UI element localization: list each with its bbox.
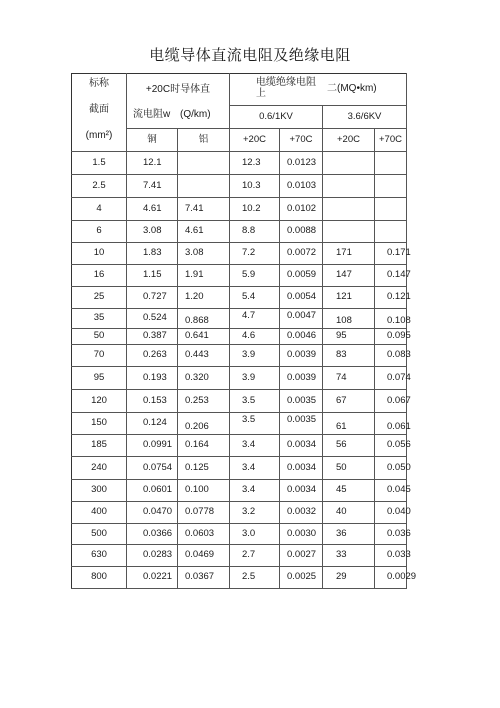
cell-sec: 150: [72, 413, 127, 435]
cell-sec: 300: [72, 480, 127, 502]
header-insulation-resistance: [230, 74, 407, 106]
cell-al: 0.0603: [178, 524, 230, 545]
cell-a70: 0.0039: [280, 367, 323, 390]
cell-cu: 7.41: [127, 175, 178, 198]
cell-cu: 0.124: [127, 413, 178, 435]
header-temp-70-b: +70C: [375, 129, 407, 152]
cell-b70: 0.0029: [375, 567, 407, 589]
cell-al: 0.320: [178, 367, 230, 390]
cell-b70: 0.056: [375, 435, 407, 457]
cell-a70: 0.0039: [280, 345, 323, 367]
header-cond-line2b: (Q/km): [180, 109, 211, 120]
table-row: [72, 345, 407, 367]
cell-a70: 0.0046: [280, 329, 323, 345]
cell-cu: 0.0991: [127, 435, 178, 457]
cell-cu: 0.524: [127, 309, 178, 329]
cell-a20: 7.2: [230, 243, 280, 265]
cell-sec: 4: [72, 198, 127, 221]
cell-al: [178, 152, 230, 175]
cell-a20: 2.5: [230, 567, 280, 589]
cell-b70: 0.121: [375, 287, 407, 309]
header-conductor-resistance: [127, 74, 230, 129]
cell-b70: 0.045: [375, 480, 407, 502]
cell-a20: 8.8: [230, 221, 280, 243]
cell-b70: 0.040: [375, 502, 407, 524]
cell-a20: 3.9: [230, 367, 280, 390]
cell-sec: 25: [72, 287, 127, 309]
cell-cu: 0.0601: [127, 480, 178, 502]
cell-b70: 0.033: [375, 545, 407, 567]
cell-cu: 1.83: [127, 243, 178, 265]
cell-cu: 0.0754: [127, 457, 178, 480]
cell-a70: 0.0072: [280, 243, 323, 265]
table-row: [72, 309, 407, 329]
cell-a70: 0.0027: [280, 545, 323, 567]
cell-b70: 0.095: [375, 329, 407, 345]
table-row: [72, 265, 407, 287]
header-voltage-2: 3.6/6KV: [323, 106, 407, 129]
header-std-line1: 标称: [89, 78, 109, 89]
header-cond-line2a: 流电阻w: [133, 109, 171, 120]
cell-sec: 120: [72, 390, 127, 413]
cell-cu: 0.0283: [127, 545, 178, 567]
cell-a70: 0.0034: [280, 457, 323, 480]
header-ins-line1: [256, 78, 316, 99]
cell-sec: 50: [72, 329, 127, 345]
cell-al: 3.08: [178, 243, 230, 265]
table-row: [72, 175, 407, 198]
cell-a20: 10.2: [230, 198, 280, 221]
table-row: [72, 480, 407, 502]
cell-sec: 500: [72, 524, 127, 545]
header-voltage-1: 0.6/1KV: [230, 106, 323, 129]
cell-al: 0.206: [178, 413, 230, 435]
cell-cu: 0.0470: [127, 502, 178, 524]
cell-b70: 0.171: [375, 243, 407, 265]
cell-b20: 33: [323, 545, 375, 567]
cell-al: 0.443: [178, 345, 230, 367]
cell-cu: 12.1: [127, 152, 178, 175]
header-copper: 铜: [127, 129, 178, 152]
table-row: [72, 390, 407, 413]
table-row: [72, 413, 407, 435]
header-ins-line1-text: 电缆绝缘电阻 上: [256, 77, 316, 99]
cell-al: 0.868: [178, 309, 230, 329]
cell-a20: 3.4: [230, 435, 280, 457]
table-row: [72, 367, 407, 390]
cell-b20: [323, 175, 375, 198]
cell-a20: 4.6: [230, 329, 280, 345]
cell-sec: 800: [72, 567, 127, 589]
cell-b20: 29: [323, 567, 375, 589]
cell-a70: 0.0030: [280, 524, 323, 545]
cell-cu: 0.263: [127, 345, 178, 367]
cell-a70: 0.0034: [280, 435, 323, 457]
cell-a20: 3.2: [230, 502, 280, 524]
cell-al: 0.641: [178, 329, 230, 345]
cell-a70: 0.0035: [280, 413, 323, 435]
cell-sec: 400: [72, 502, 127, 524]
table-row: [72, 329, 407, 345]
cell-a70: 0.0103: [280, 175, 323, 198]
table-row: [72, 198, 407, 221]
cell-b70: 0.147: [375, 265, 407, 287]
cell-a70: 0.0032: [280, 502, 323, 524]
cell-b70: 0.036: [375, 524, 407, 545]
cell-a20: 12.3: [230, 152, 280, 175]
cell-b70: [375, 198, 407, 221]
cell-a70: 0.0123: [280, 152, 323, 175]
cell-a70: 0.0034: [280, 480, 323, 502]
cell-b70: 0.108: [375, 309, 407, 329]
table-row: [72, 287, 407, 309]
cell-sec: 70: [72, 345, 127, 367]
cell-a20: 4.7: [230, 309, 280, 329]
cell-al: 0.164: [178, 435, 230, 457]
cell-b20: [323, 152, 375, 175]
header-standard-section: [72, 74, 127, 152]
cell-a20: 3.0: [230, 524, 280, 545]
cell-b20: 40: [323, 502, 375, 524]
table-row: [72, 567, 407, 589]
cell-a20: 3.4: [230, 480, 280, 502]
cell-a20: 3.5: [230, 413, 280, 435]
cell-a70: 0.0088: [280, 221, 323, 243]
cell-cu: 0.0366: [127, 524, 178, 545]
cell-b20: 171: [323, 243, 375, 265]
cell-sec: 35: [72, 309, 127, 329]
cell-a20: 3.4: [230, 457, 280, 480]
cell-sec: 630: [72, 545, 127, 567]
cell-b70: [375, 221, 407, 243]
cell-a70: 0.0047: [280, 309, 323, 329]
cell-al: 0.253: [178, 390, 230, 413]
header-std-line2: 截面: [89, 104, 109, 115]
cell-b20: 36: [323, 524, 375, 545]
header-std-line3: (mm²): [85, 130, 113, 141]
cell-b20: 121: [323, 287, 375, 309]
cell-al: [178, 175, 230, 198]
table-row: [72, 524, 407, 545]
header-temp-70-a: +70C: [280, 129, 323, 152]
cell-a20: 10.3: [230, 175, 280, 198]
cell-cu: 0.0221: [127, 567, 178, 589]
cell-a70: 0.0102: [280, 198, 323, 221]
cell-a20: 3.9: [230, 345, 280, 367]
header-temp-20-b: +20C: [323, 129, 375, 152]
cell-b70: 0.050: [375, 457, 407, 480]
cell-al: 0.0778: [178, 502, 230, 524]
cell-a70: 0.0035: [280, 390, 323, 413]
table-row: [72, 502, 407, 524]
cell-sec: 16: [72, 265, 127, 287]
cell-al: 1.91: [178, 265, 230, 287]
cell-a20: 3.5: [230, 390, 280, 413]
resistance-table: [71, 73, 417, 589]
cell-b20: 74: [323, 367, 375, 390]
cell-al: 0.0367: [178, 567, 230, 589]
table-row: [72, 152, 407, 175]
cell-al: 0.0469: [178, 545, 230, 567]
cell-sec: 6: [72, 221, 127, 243]
cell-cu: 3.08: [127, 221, 178, 243]
cell-a70: 0.0025: [280, 567, 323, 589]
cell-cu: 0.387: [127, 329, 178, 345]
header-aluminum: 铝: [178, 129, 230, 152]
cell-a20: 2.7: [230, 545, 280, 567]
cell-al: 4.61: [178, 221, 230, 243]
cell-a70: 0.0054: [280, 287, 323, 309]
cell-a20: 5.9: [230, 265, 280, 287]
cell-sec: 2.5: [72, 175, 127, 198]
cell-al: 0.125: [178, 457, 230, 480]
cell-b70: [375, 175, 407, 198]
cell-b20: 147: [323, 265, 375, 287]
header-cond-line1: +20C时导体直: [145, 84, 211, 95]
cell-sec: 95: [72, 367, 127, 390]
cell-b20: 67: [323, 390, 375, 413]
cell-b20: [323, 198, 375, 221]
cell-b70: 0.083: [375, 345, 407, 367]
cell-b20: 50: [323, 457, 375, 480]
cell-cu: 0.727: [127, 287, 178, 309]
table-row: [72, 221, 407, 243]
cell-cu: 1.15: [127, 265, 178, 287]
table-row: [72, 545, 407, 567]
cell-sec: 10: [72, 243, 127, 265]
page-title: 电缆导体直流电阻及绝缘电阻: [149, 46, 351, 64]
cell-a20: 5.4: [230, 287, 280, 309]
cell-b70: [375, 152, 407, 175]
header-temp-20-a: +20C: [230, 129, 280, 152]
cell-b70: 0.061: [375, 413, 407, 435]
cell-al: 7.41: [178, 198, 230, 221]
cell-b20: 61: [323, 413, 375, 435]
cell-sec: 240: [72, 457, 127, 480]
cell-al: 0.100: [178, 480, 230, 502]
cell-b20: 95: [323, 329, 375, 345]
cell-b20: 83: [323, 345, 375, 367]
cell-b20: 45: [323, 480, 375, 502]
table-row: [72, 457, 407, 480]
cell-b70: 0.074: [375, 367, 407, 390]
cell-sec: 185: [72, 435, 127, 457]
cell-b70: 0.067: [375, 390, 407, 413]
cell-b20: [323, 221, 375, 243]
cell-b20: 108: [323, 309, 375, 329]
cell-sec: 1.5: [72, 152, 127, 175]
cell-b20: 56: [323, 435, 375, 457]
cell-al: 1.20: [178, 287, 230, 309]
cell-a70: 0.0059: [280, 265, 323, 287]
cell-cu: 0.193: [127, 367, 178, 390]
cell-cu: 0.153: [127, 390, 178, 413]
header-ins-line2: 二(MQ•km): [327, 83, 377, 94]
table-row: [72, 435, 407, 457]
table-row: [72, 243, 407, 265]
cell-cu: 4.61: [127, 198, 178, 221]
